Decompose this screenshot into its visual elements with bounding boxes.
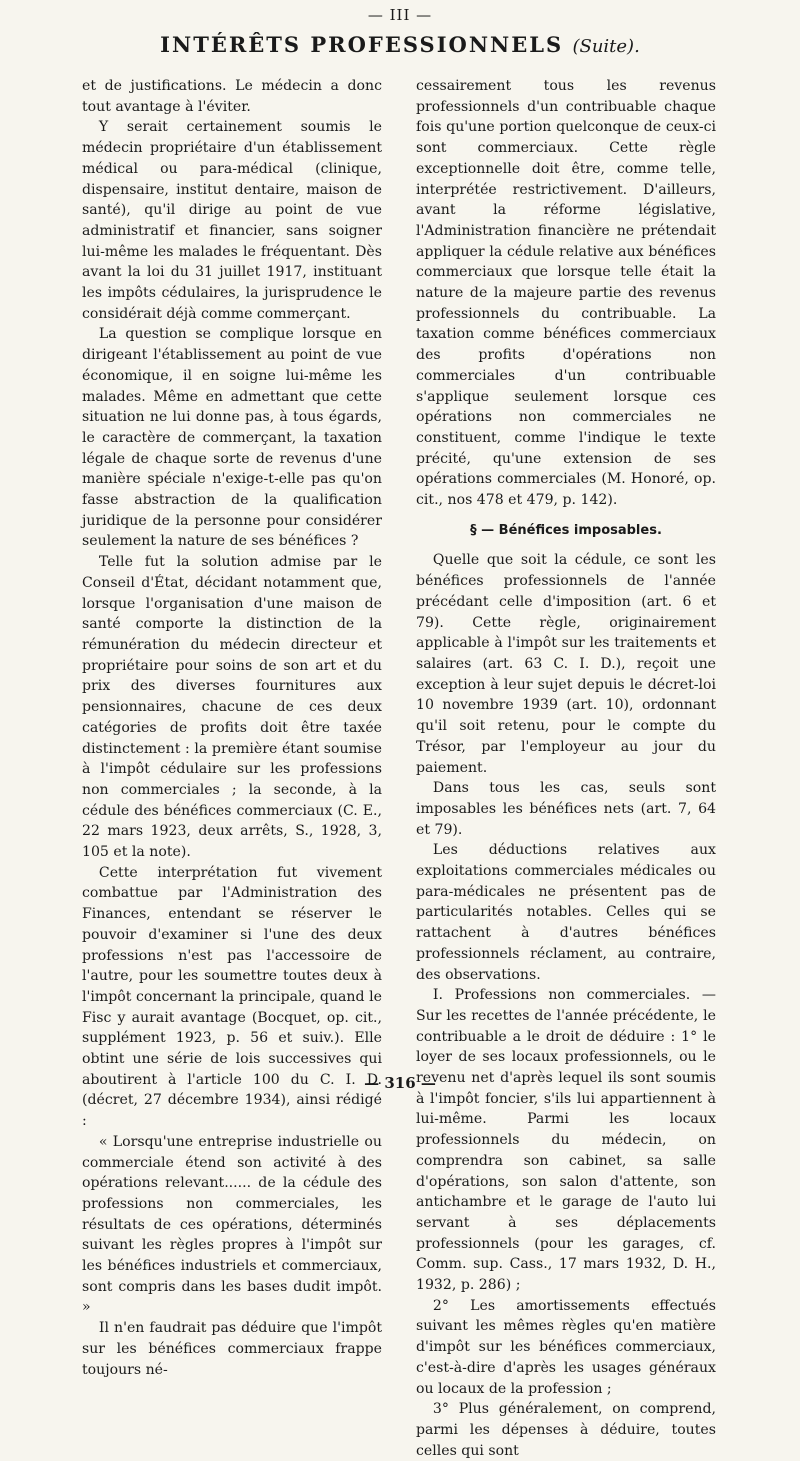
title-text: INTÉRÊTS PROFESSIONNELS (160, 32, 564, 57)
paragraph: Y serait certainement soumis le médecin propriétaire d'un établissement médical ou para-médical (clinique, dispensaire, institut dentaire, maison de santé), qu'il dirige au point de vue administratif et financier, sans soigner lui-même les malades le fréquentant. Dès avant la loi du 31 juillet 1917, instituant les impôts cédulaires, la jurisprudence le considérait déjà comme commerçant. (82, 119, 382, 322)
page-number: — 316 — (364, 1074, 436, 1092)
paragraph: I. Professions non commerciales. — Sur les recettes de l'année précédente, le contribuable a le droit de déduire : 1° le loyer de ses locaux professionnels, ou le revenu net d'après lequel ils sont soumis à l'impôt foncier, s'ils lui appartiennent à lui-même. Parmi les locaux professionnels du médecin, on comprendra son cabinet, sa salle d'opérations, son salon d'attente, son antichambre et le garage de l'auto lui servant à ses déplacements professionnels (pour les garages, cf. Comm. sup. Cass., 17 mars 1932, D. H., 1932, p. 286) ; (416, 987, 716, 1294)
right-column (416, 76, 716, 1461)
page-roman-numeral: — III — (367, 6, 433, 24)
paragraph: Les déductions relatives aux exploitations commerciales médicales ou para-médicales ne présentent pas de particularités notables. Celles qui se rattachent à d'autres bénéfices professionnels réclament, au contraire, des observations. (416, 842, 716, 983)
paragraph: Cette interprétation fut vivement combattue par l'Administration des Finances, entendant se réserver le pouvoir d'examiner si l'une des deux professions n'est pas l'accessoire de l'autre, pour les soumettre toutes deux à l'impôt concernant la principale, quand le Fisc y aurait avantage (Bocquet, op. cit., supplément 1923, p. 56 et suiv.). Elle obtint une série de lois successives qui aboutirent à l'article 100 du C. I. D. (décret, 27 décembre 1934), ainsi rédigé : (82, 864, 382, 1130)
paragraph: « Lorsqu'une entreprise industrielle ou commerciale étend son activité à des opérations relevant...... de la cédule des professions non commerciales, les résultats de ces opérations, déterminés suivant les règles propres à l'impôt sur les bénéfices industriels et commerciaux, sont compris dans les bases dudit impôt. » (82, 1133, 382, 1316)
paragraph: 3° Plus généralement, on comprend, parmi les dépenses à déduire, toutes celles qui sont (416, 1401, 716, 1459)
page-title (0, 32, 800, 57)
section-heading: § — Bénéfices imposables. (470, 522, 662, 538)
paragraph: La question se complique lorsque en dirigeant l'établissement au point de vue économique, il en soigne lui-même les malades. Même en admettant que cette situation ne lui donne pas, à tous égards, le caractère de commerçant, la taxation légale de chaque sorte de revenus d'une manière spéciale n'exige-t-elle pas qu'on fasse abstraction de la qualification juridique de la personne pour considérer seulement la nature de ses bénéfices ? (82, 326, 382, 550)
left-column (82, 76, 382, 1380)
paragraph: Telle fut la solution admise par le Conseil d'État, décidant notamment que, lorsque l'organisation d'une maison de santé comporte la distinction de la rémunération du médecin directeur et propriétaire pour soins de son art et du prix des diverses fournitures aux pensionnaires, chacune de ces deux catégories de profits doit être taxée distinctement : la première étant soumise à l'impôt cédulaire sur les professions non commerciales ; la seconde, à la cédule des bénéfices commerciaux (C. E., 22 mars 1923, deux arrêts, S., 1928, 3, 105 et la note). (82, 554, 382, 861)
paragraph: Quelle que soit la cédule, ce sont les bénéfices professionnels de l'année précédant celle d'imposition (art. 6 et 79). Cette règle, originairement applicable à l'impôt sur les traitements et salaires (art. 63 C. I. D.), reçoit une exception à leur sujet depuis le décret-loi 10 novembre 1939 (art. 10), ordonnant qu'il soit retenu, pour le compte du Trésor, par l'employeur au jour du paiement. (416, 552, 716, 776)
title-suffix: (Suite). (572, 36, 640, 57)
paragraph: Dans tous les cas, seuls sont imposables les bénéfices nets (art. 7, 64 et 79). (416, 780, 716, 838)
paragraph: 2° Les amortissements effectués suivant les mêmes règles qu'en matière d'impôt sur les bénéfices commerciaux, c'est-à-dire d'après les usages généraux ou locaux de la profession ; (416, 1297, 716, 1397)
paragraph: et de justifications. Le médecin a donc tout avantage à l'éviter. (82, 78, 382, 115)
paragraph: cessairement tous les revenus professionnels d'un contribuable chaque fois qu'une portion quelconque de ceux-ci sont commerciaux. Cette règle exceptionnelle doit être, comme telle, interprétée restrictivement. D'ailleurs, avant la réforme législative, l'Administration financière ne prétendait appliquer la cédule relative aux bénéfices commerciaux que lorsque telle était la nature de la majeure partie des revenus professionnels du contribuable. La taxation comme bénéfices commerciaux des profits d'opérations non commerciales d'un contribuable s'applique seulement lorsque ces opérations non commerciales ne constituent, comme l'indique le texte précité, qu'une extension de ses opérations commerciales (M. Honoré, op. cit., nos 478 et 479, p. 142). (416, 78, 716, 509)
paragraph: Il n'en faudrait pas déduire que l'impôt sur les bénéfices commerciaux frappe toujours né- (82, 1320, 382, 1378)
